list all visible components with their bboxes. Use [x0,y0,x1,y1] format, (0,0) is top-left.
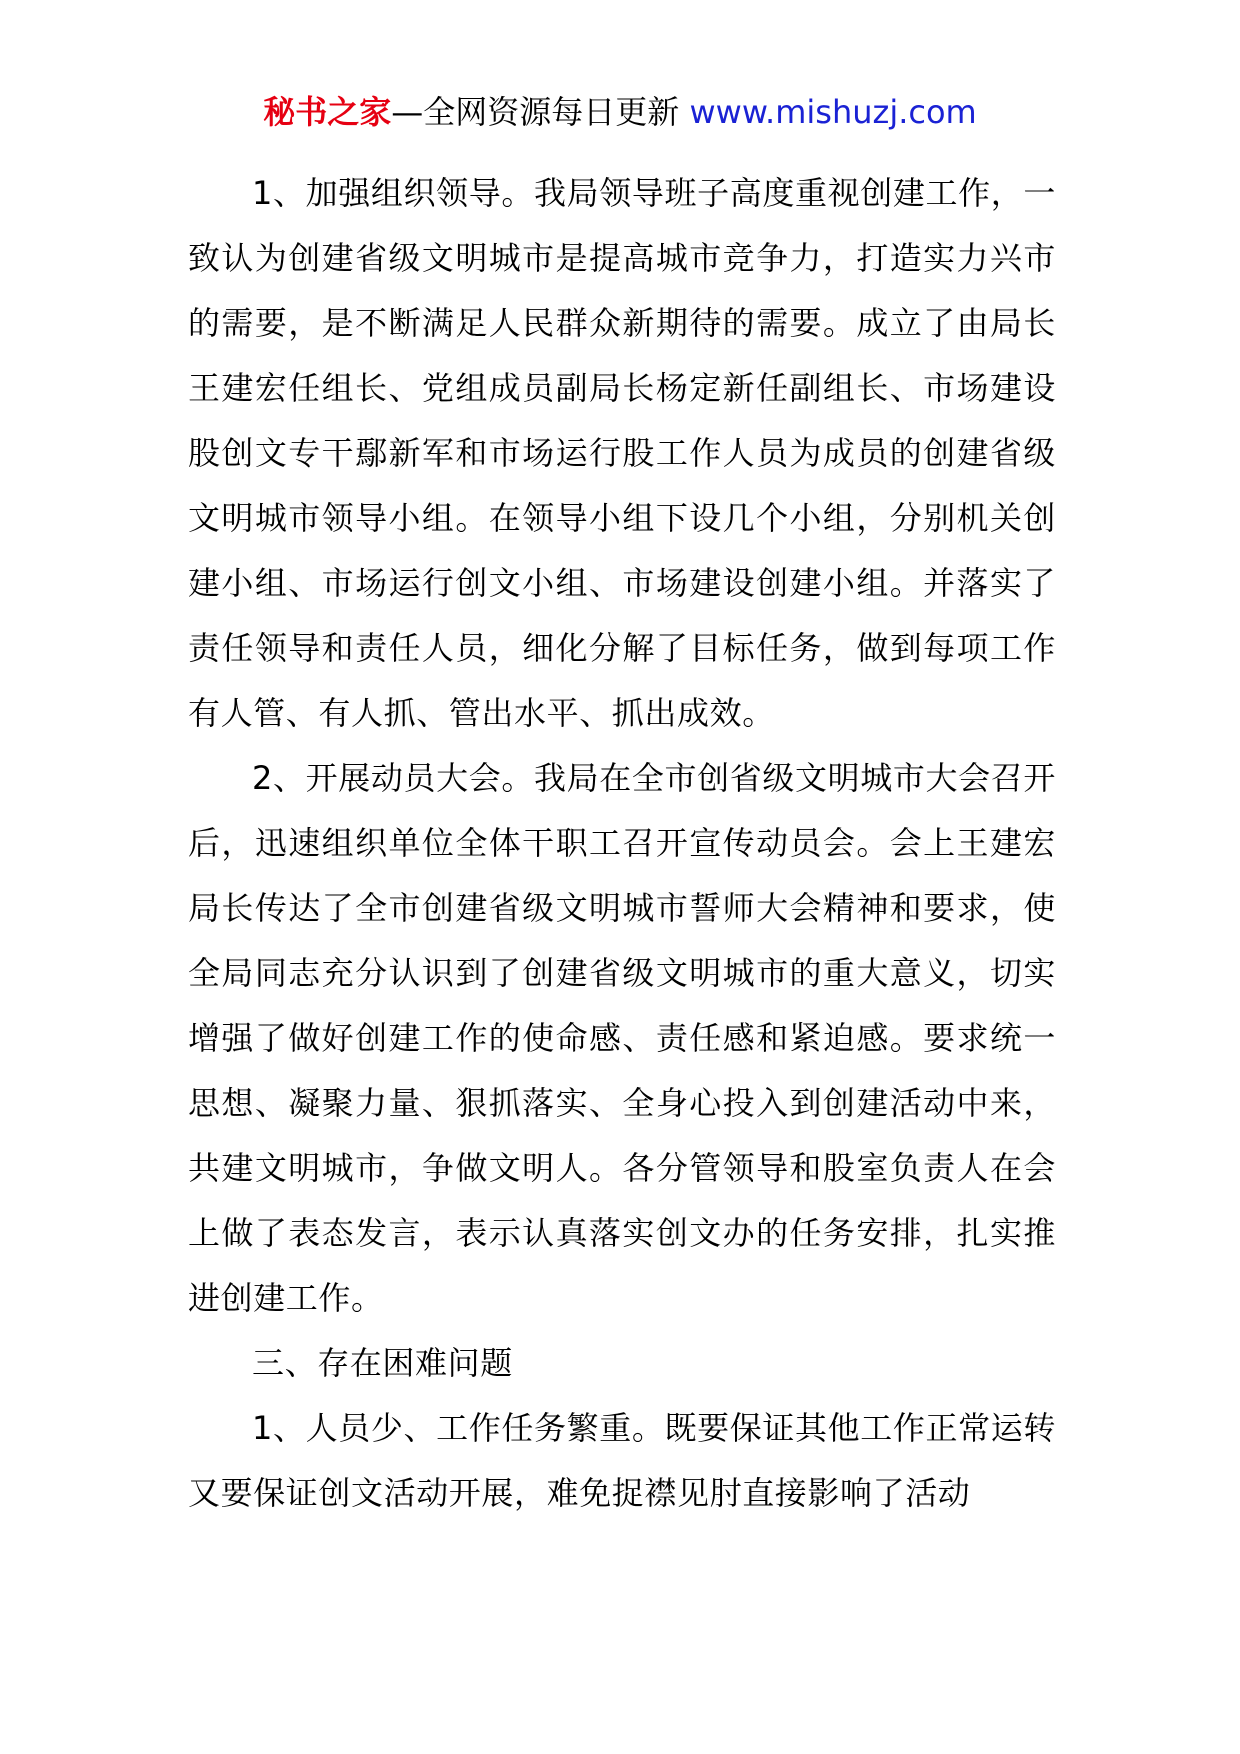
section-heading-difficulties: 三、存在困难问题 [252,1344,513,1382]
document-body [188,161,1056,1526]
site-slogan: —全网资源每日更新 [391,93,690,131]
site-header [0,92,1240,132]
site-brand: 秘书之家 [263,93,392,131]
paragraph-mobilization-meeting: 2、开展动员大会。我局在全市创省级文明城市大会召开后，迅速组织单位全体干职工召开宣传动员会。会上王建宏局长传达了全市创建省级文明城市誓师大会精神和要求，使全局同志充分认识到了创建省级文明城市的重大意义，切实增强了做好创建工作的使命感、责任感和紧迫感。要求统一思想、凝聚力量、狠抓落实、全身心投入到创建活动中来，共建文明城市，争做文明人。各分管领导和股室负责人在会上做了表态发言，表示认真落实创文办的任务安排，扎实推进创建工作。 [188,759,1056,1317]
paragraph-organization-leadership: 1、加强组织领导。我局领导班子高度重视创建工作，一致认为创建省级文明城市是提高城市竞争力，打造实力兴市的需要，是不断满足人民群众新期待的需要。成立了由局长王建宏任组长、党组成员副局长杨定新任副组长、市场建设股创文专干鄢新军和市场运行股工作人员为成员的创建省级文明城市领导小组。在领导小组下设几个小组，分别机关创建小组、市场运行创文小组、市场建设创建小组。并落实了责任领导和责任人员，细化分解了目标任务，做到每项工作有人管、有人抓、管出水平、抓出成效。 [188,174,1056,732]
site-url-link[interactable]: www.mishuzj.com [689,93,977,131]
paragraph-staff-shortage: 1、人员少、工作任务繁重。既要保证其他工作正常运转又要保证创文活动开展，难免捉襟见肘直接影响了活动 [188,1409,1056,1512]
